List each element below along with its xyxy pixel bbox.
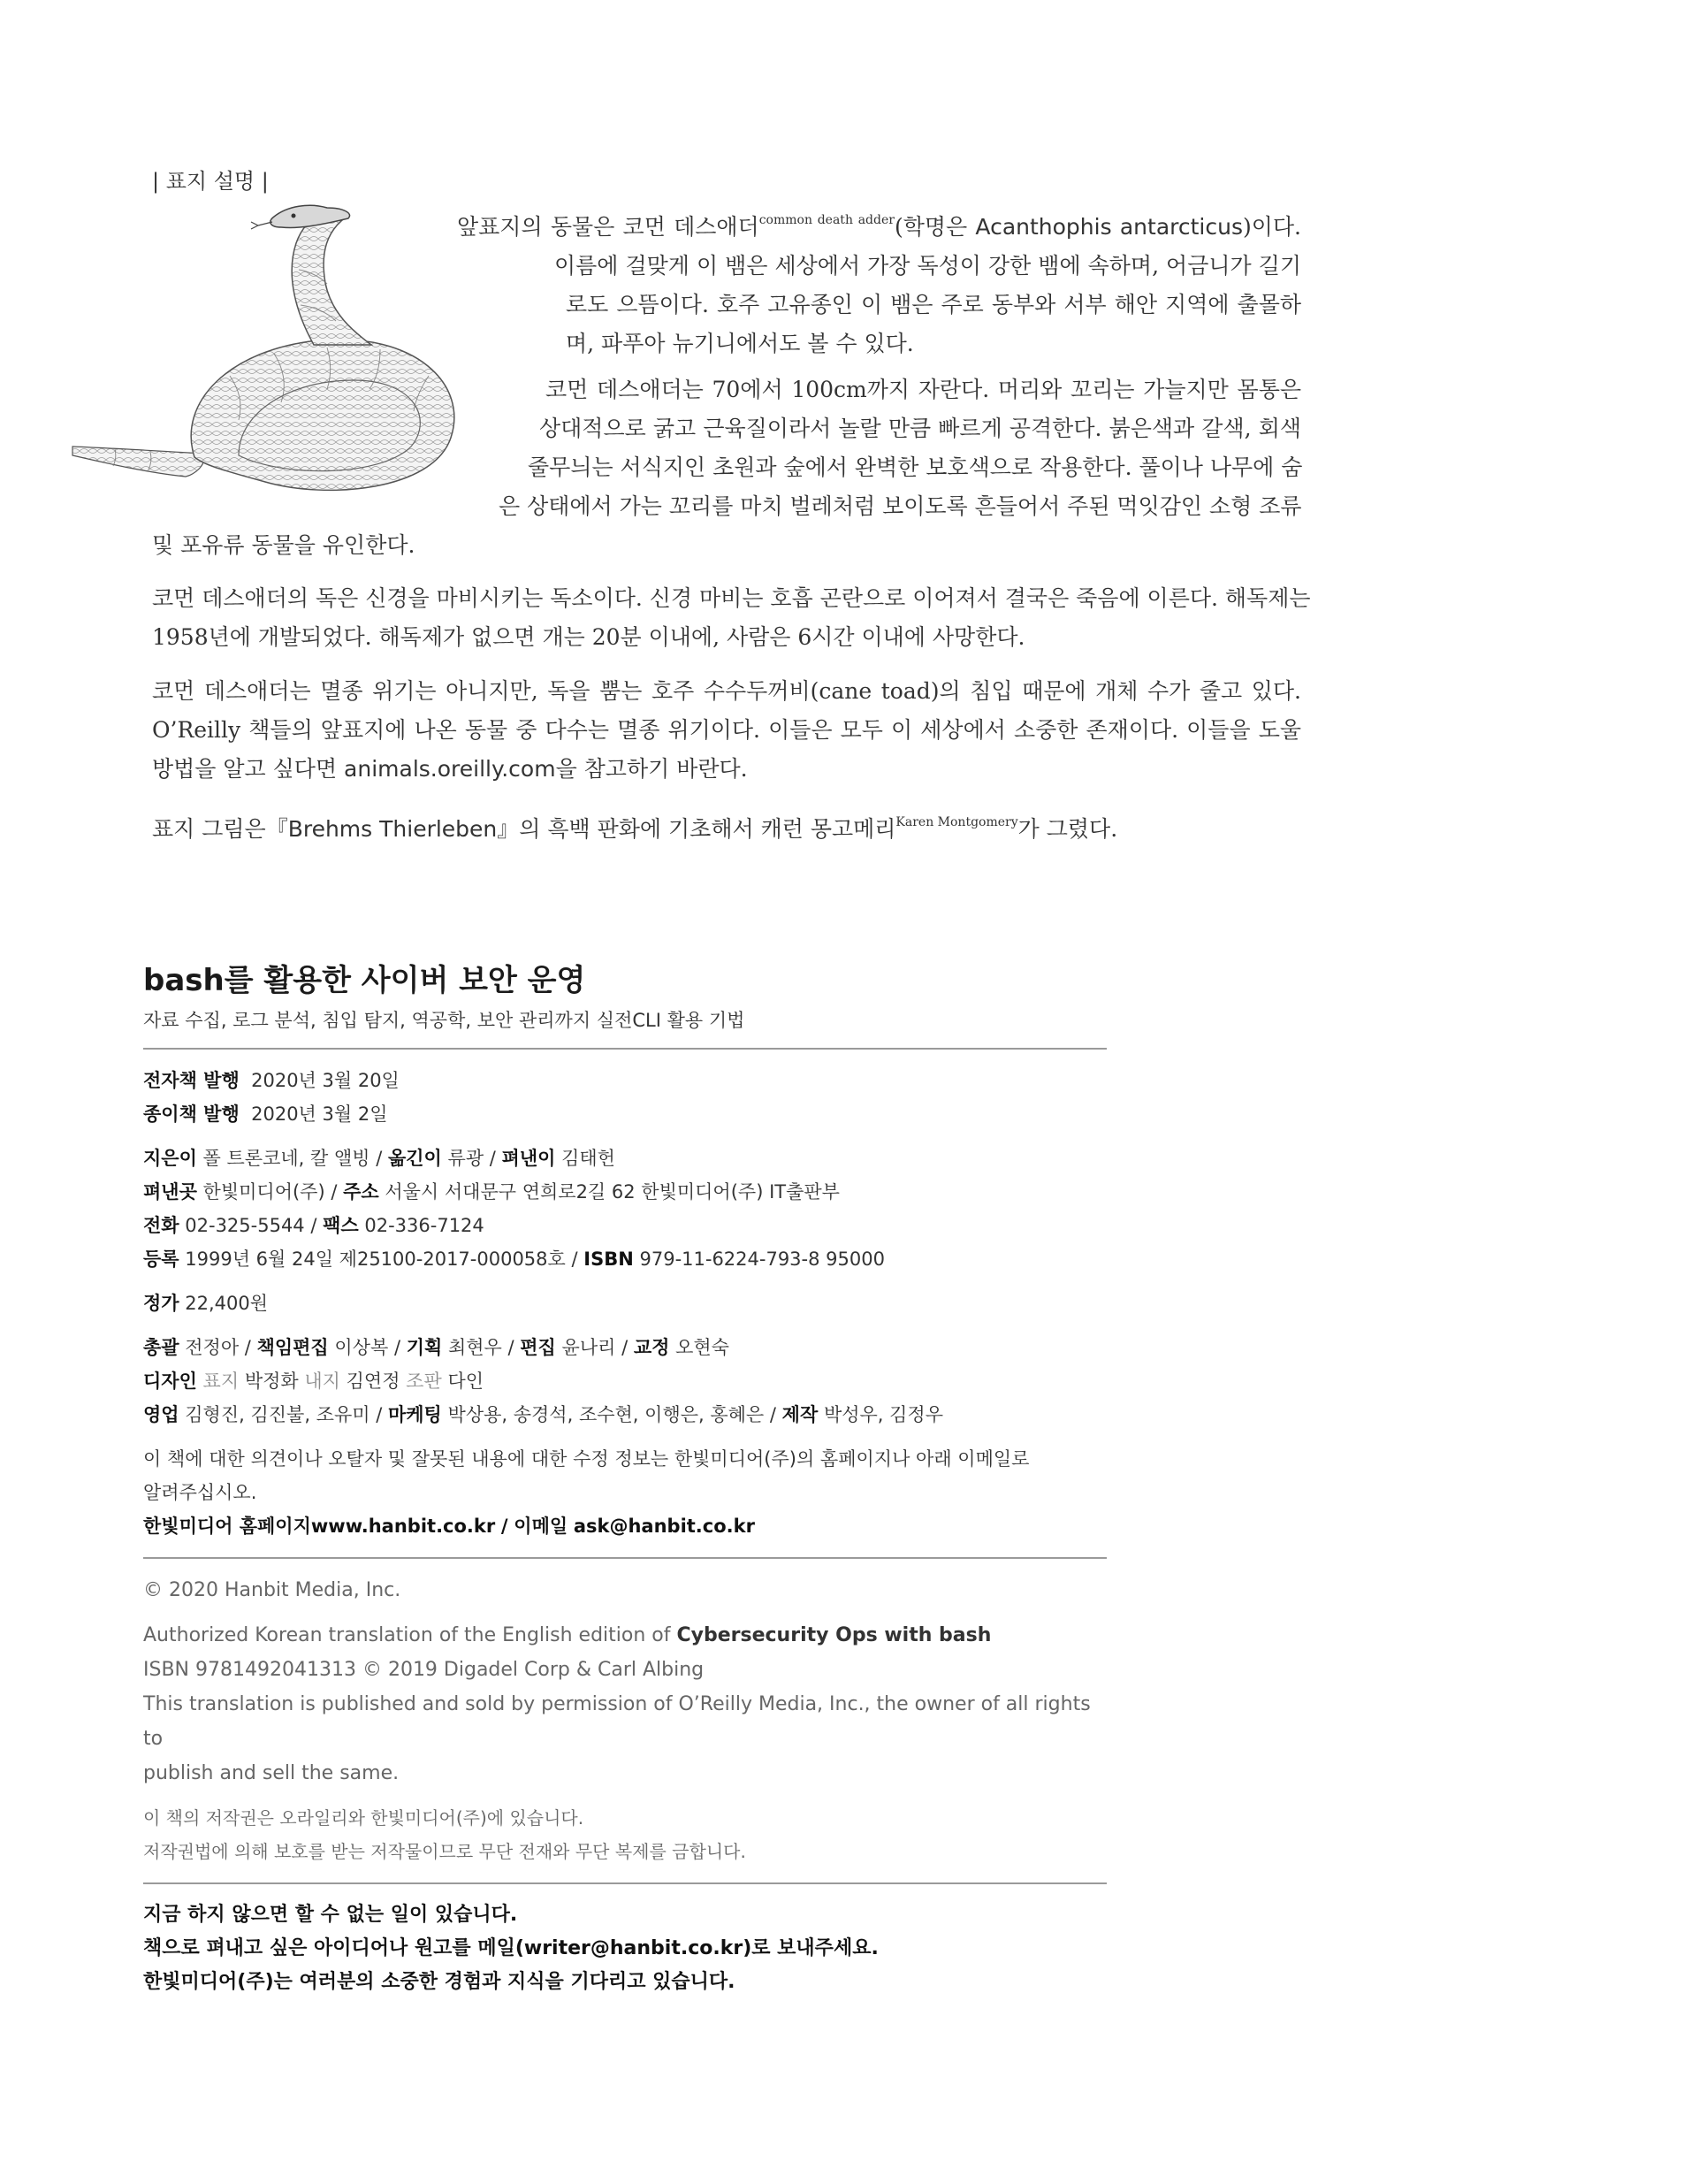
rights-line-1: 이 책의 저작권은 오라일리와 한빛미디어(주)에 있습니다. — [143, 1807, 584, 1829]
permission-line-2: publish and sell the same. — [143, 1762, 400, 1784]
closing-line-2: 책으로 펴내고 싶은 아이디어나 원고를 메일(writer@hanbit.co.kr)로 보내주세요. — [143, 1937, 879, 1959]
copyright: © 2020 Hanbit Media, Inc. — [143, 1579, 401, 1601]
staff-row-2: 디자인 표지 박정화 내지 김연정 조판 다인 — [143, 1371, 484, 1392]
contact-row: 한빛미디어 홈페이지www.hanbit.co.kr / 이메일 ask@hanbit.co.kr — [143, 1516, 755, 1537]
para4-line-1: 코먼 데스애더는 멸종 위기는 아니지만, 독을 뿜는 호주 수수두꺼비(cane toad)의 침입 때문에 개체 수가 줄고 있다. — [152, 678, 1301, 704]
cover-description-label: | 표지 설명 | — [152, 169, 269, 194]
para4-line-2: O’Reilly 책들의 앞표지에 나온 동물 중 다수는 멸종 위기이다. 이들은 모두 이 세상에서 소중한 존재이다. 이들을 도울 — [152, 717, 1301, 743]
para2-line-4: 은 상태에서 가는 꼬리를 마치 벌레처럼 보이도록 흔들어서 주된 먹잇감인 소형 조류 — [499, 493, 1302, 519]
book-subtitle: 자료 수집, 로그 분석, 침입 탐지, 역공학, 보안 관리까지 실전CLI 활용 기법 — [143, 1010, 745, 1031]
para1-superscript: common death adder — [758, 213, 895, 227]
para1-line-2: 이름에 걸맞게 이 뱀은 세상에서 가장 독성이 강한 뱀에 속하며, 어금니가 길기 — [554, 253, 1301, 279]
feedback-line-1: 이 책에 대한 의견이나 오탈자 및 잘못된 내용에 대한 수정 정보는 한빛미디어(주)의 홈페이지나 아래 이메일로 — [143, 1448, 1030, 1470]
illustrator-superscript: Karen Montgomery — [895, 815, 1018, 829]
cover-paragraph-1 — [152, 201, 1301, 363]
registration-row: 등록 1999년 6월 24일 제25100-2017-000058호 / ISBN 979-11-6224-793-8 95000 — [143, 1249, 885, 1270]
closing-line-3: 한빛미디어(주)는 여러분의 소중한 경험과 지식을 기다리고 있습니다. — [143, 1971, 735, 1993]
para2-line-2: 상대적으로 굵고 근육질이라서 놀랄 만큼 빠르게 공격한다. 붉은색과 갈색, 회색 — [539, 416, 1301, 441]
cover-paragraph-4 — [152, 672, 1301, 789]
credits-row-1: 지은이 폴 트론코네, 칼 앨빙 / 옮긴이 류광 / 펴낸이 김태헌 — [143, 1148, 615, 1169]
staff-row-1: 총괄 전정아 / 책임편집 이상복 / 기획 최현우 / 편집 윤나리 / 교정 오현숙 — [143, 1337, 729, 1358]
book-title: bash를 활용한 사이버 보안 운영 — [143, 963, 586, 998]
para2-line-5: 및 포유류 동물을 유인한다. — [152, 532, 415, 558]
cover-paragraph-3 — [152, 579, 1311, 657]
authorized-translation: Authorized Korean translation of the English edition of Cybersecurity Ops with bash — [143, 1624, 992, 1646]
price-row: 정가 22,400원 — [143, 1293, 269, 1314]
homepage-link[interactable]: www.hanbit.co.kr — [310, 1516, 496, 1537]
para5-line-1: 표지 그림은『Brehms Thierleben』의 흑백 판화에 기초해서 캐런 몽고메리$^{Karen Montgomery}$가 그렸다. — [152, 815, 1118, 842]
divider — [143, 1048, 1107, 1050]
feedback-line-2: 알려주십시오. — [143, 1482, 257, 1503]
colophon — [143, 959, 1107, 1999]
print-date-row: 종이책 발행 2020년 3월 2일 — [143, 1103, 388, 1125]
scientific-name: Acanthophis antarcticus — [975, 214, 1243, 240]
book-reference: 『Brehms Thierleben』 — [265, 816, 520, 842]
phone-fax-row: 전화 02-325-5544 / 팩스 02-336-7124 — [143, 1215, 484, 1236]
cover-paragraph-5 — [152, 803, 1301, 849]
ebook-date-row: 전자책 발행 2020년 3월 20일 — [143, 1070, 400, 1091]
para1-line-1: 앞표지의 동물은 코먼 데스애더$^{common death adder}$(학명은 Acanthophis antarcticus)이다. — [457, 213, 1301, 240]
permission-line-1: This translation is published and sold by permission of O’Reilly Media, Inc., the owner of all rights to — [143, 1693, 1091, 1750]
staff-row-3: 영업 김형진, 김진불, 조유미 / 마케팅 박상용, 송경석, 조수현, 이행은, 홍혜은 / 제작 박성우, 김정우 — [143, 1404, 944, 1425]
divider — [143, 1882, 1107, 1884]
para3-line-2: 1958년에 개발되었다. 해독제가 없으면 개는 20분 이내에, 사람은 6시간 이내에 사망한다. — [152, 624, 1025, 650]
credits-row-2: 펴낸곳 한빛미디어(주) / 주소 서울시 서대문구 연희로2길 62 한빛미디어(주) IT출판부 — [143, 1181, 840, 1203]
animals-link: animals.oreilly.com — [344, 756, 556, 782]
para3-line-1: 코먼 데스애더의 독은 신경을 마비시키는 독소이다. 신경 마비는 호흡 곤란으로 이어져서 결국은 죽음에 이른다. 해독제는 — [152, 585, 1311, 611]
rights-line-2: 저작권법에 의해 보호를 받는 저작물이므로 무단 전재와 무단 복제를 금합니다. — [143, 1841, 746, 1862]
original-title: Cybersecurity Ops with bash — [676, 1624, 992, 1646]
original-isbn: ISBN 9781492041313 © 2019 Digadel Corp & Carl Albing — [143, 1659, 705, 1681]
para1-line-3: 로도 으뜸이다. 호주 고유종인 이 뱀은 주로 동부와 서부 해안 지역에 출몰하 — [566, 292, 1301, 317]
closing-line-1: 지금 하지 않으면 할 수 없는 일이 있습니다. — [143, 1904, 518, 1926]
para2-line-1: 코먼 데스애더는 70에서 100cm까지 자란다. 머리와 꼬리는 가늘지만 몸통은 — [545, 377, 1301, 402]
para4-line-3: 방법을 알고 싶다면 animals.oreilly.com을 참고하기 바란다. — [152, 756, 748, 782]
para1-line-4: 며, 파푸아 뉴기니에서도 볼 수 있다. — [566, 331, 914, 356]
para2-line-3: 줄무늬는 서식지인 초원과 숲에서 완벽한 보호색으로 작용한다. 풀이나 나무에 숨 — [528, 454, 1303, 480]
email-link[interactable]: ask@hanbit.co.kr — [573, 1516, 755, 1537]
divider — [143, 1557, 1107, 1559]
cover-paragraph-2 — [152, 370, 1301, 565]
